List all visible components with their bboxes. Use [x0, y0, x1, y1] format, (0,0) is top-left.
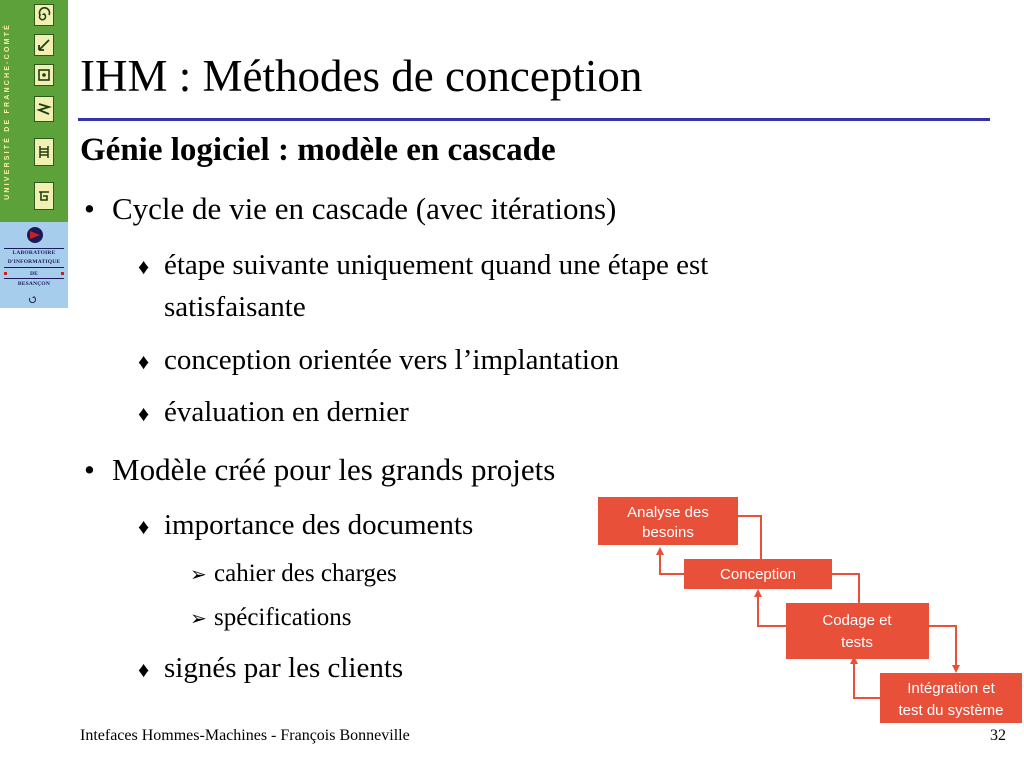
- page-number: 32: [990, 727, 1006, 744]
- arrow-marker: ➢: [190, 608, 207, 630]
- stage-label: tests: [841, 634, 873, 651]
- arrow-back-1: [660, 551, 684, 574]
- sub-bullet-next-step-cont: [164, 290, 306, 324]
- lab-line-4: BESANÇON: [17, 281, 51, 287]
- bullet-lifecycle: [84, 190, 616, 228]
- sub-sub-bullet-requirements: [190, 559, 397, 590]
- bullet-text: Cycle de vie en cascade (avec itérations): [112, 191, 617, 226]
- university-name-vertical: UNIVERSITÉ DE FRANCHE-COMTÉ: [3, 22, 11, 200]
- lab-logo: [0, 222, 68, 308]
- arrow-down-1: [738, 516, 761, 563]
- lab-line-3: DE: [29, 271, 39, 277]
- stage-label: Analyse des: [627, 504, 709, 521]
- stage-label: besoins: [642, 524, 694, 541]
- sub-bullet-evaluation: [138, 395, 409, 431]
- lab-emblem-icon: [26, 226, 44, 244]
- stage-label: test du système: [898, 702, 1004, 719]
- stage-coding: [786, 603, 929, 659]
- bullet-text: importance des documents: [164, 509, 474, 541]
- university-logo-strip: [0, 0, 68, 222]
- bullet-text: spécifications: [214, 604, 352, 631]
- square-dot-glyph-icon: [34, 64, 54, 86]
- bullet-large-projects: [84, 451, 555, 489]
- arrow-back-3: [854, 660, 880, 698]
- bullet-text: étape suivante uniquement quand une étape est: [164, 249, 709, 281]
- sub-bullet-signed: [138, 651, 403, 687]
- bullet-text: évaluation en dernier: [164, 396, 409, 428]
- stage-conception: [684, 559, 832, 589]
- stage-label: Codage et: [822, 612, 892, 629]
- zigzag-glyph-icon: [34, 96, 54, 122]
- stage-label: Intégration et: [907, 680, 995, 697]
- lab-line-1: LABORATOIRE: [12, 250, 56, 256]
- diamond-marker: ♦: [138, 401, 150, 426]
- title-divider: [78, 118, 990, 121]
- slide-subtitle: Génie logiciel : modèle en cascade: [80, 132, 556, 168]
- bullet-marker: •: [84, 452, 95, 487]
- bullet-text: cahier des charges: [214, 560, 397, 587]
- diamond-marker: ♦: [138, 514, 150, 539]
- spiral-glyph-icon: [34, 4, 54, 26]
- angle-glyph-icon: [34, 34, 54, 56]
- arrow-marker: ➢: [190, 564, 207, 586]
- figure-glyph-icon: [34, 182, 54, 210]
- university-glyphs: [26, 0, 64, 222]
- slide-title: IHM : Méthodes de conception: [80, 51, 643, 101]
- diamond-marker: ♦: [138, 349, 150, 374]
- sub-sub-bullet-specifications: [190, 603, 351, 634]
- arrow-back-2: [758, 593, 786, 626]
- diamond-marker: ♦: [138, 657, 150, 682]
- sub-bullet-implementation: [138, 343, 619, 379]
- sub-bullet-documents: [138, 508, 473, 544]
- arrow-down-3: [929, 626, 956, 669]
- stage-label: Conception: [720, 566, 796, 583]
- sub-bullet-next-step: [138, 248, 708, 284]
- diamond-marker: ♦: [138, 254, 150, 279]
- swirl-icon: [28, 292, 40, 304]
- waterfall-diagram: [596, 493, 1024, 725]
- ladder-glyph-icon: [34, 138, 54, 166]
- stage-analysis: [598, 497, 738, 545]
- stage-integration: [880, 673, 1022, 723]
- bullet-text: Modèle créé pour les grands projets: [112, 452, 556, 487]
- bullet-text: signés par les clients: [164, 652, 404, 684]
- bullet-marker: •: [84, 191, 95, 226]
- lab-line-2: D'INFORMATIQUE: [7, 259, 61, 265]
- bullet-text: conception orientée vers l’implantation: [164, 344, 619, 376]
- bullet-text: satisfaisante: [164, 291, 306, 323]
- footer-text: Intefaces Hommes-Machines - François Bonneville: [80, 727, 410, 744]
